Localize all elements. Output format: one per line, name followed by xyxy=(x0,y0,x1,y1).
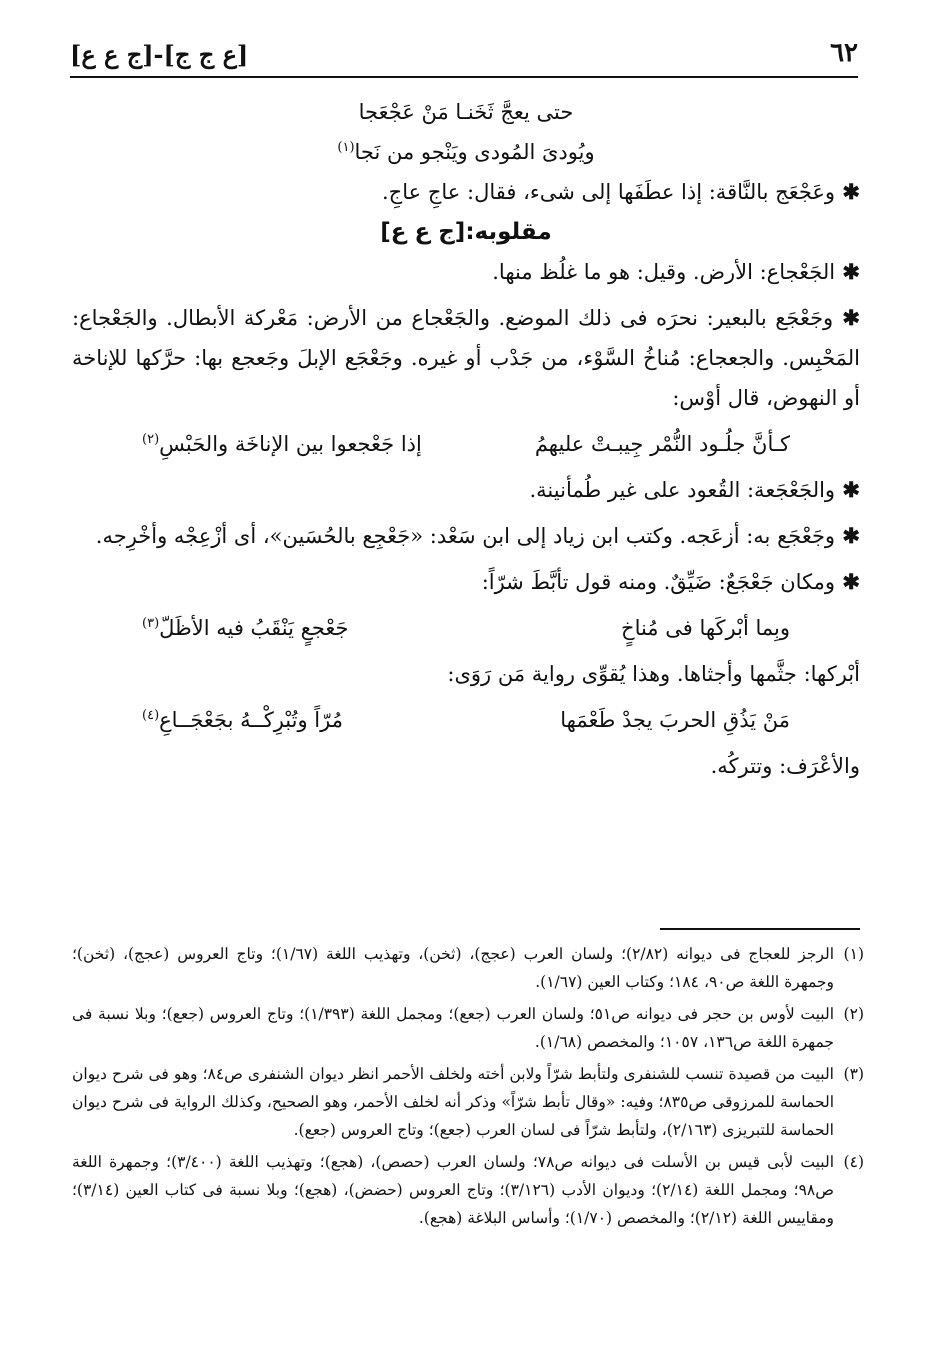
star-icon: ✱ xyxy=(835,523,860,548)
star-icon: ✱ xyxy=(833,305,860,330)
footnote-number: (٢) xyxy=(843,1005,864,1023)
hemistich-second xyxy=(142,700,343,740)
footnote-text: البيت لأبى قيس بن الأسلت فى ديوانه ص٧٨؛ ولسان العرب (حصص)، (هجع)؛ وتهذيب اللغة (٣/٤٠٠)؛ وجمهرة اللغة ص٩٨؛ ومجمل اللغة (٢/١٤)؛ وديوان الأدب (٣/١٢٦)؛ وتاج العروس (حضض)، (هجع)؛ وبلا نسبة فى كتاب العين (٣/١٤)؛ ومقاييس اللغة (٢/١٢)؛ والمخصص (١/٧٠)؛ وأساس البلاغة (هجع). xyxy=(72,1153,835,1227)
footnote-number: (٣) xyxy=(843,1065,864,1083)
hemistich-text: جَعْجعٍ يَنْقَبُ فيه الأظَلّ xyxy=(159,616,349,640)
paragraph xyxy=(72,298,860,418)
footnote-number: (١) xyxy=(843,945,864,963)
paragraph-text: وعَجْعَج بالنَّاقة: إذا عطَفَها إلى شىء، فقال: عاجِ عاجِ. xyxy=(382,180,836,204)
paragraph-text: وجَعْجَع بالبعير: نحرَه فى ذلك الموضع. والجَعْجاع من الأرض: مَعْركة الأبطال. والجَعْجاع: المَحْبِس. والجعجاع: مُناخُ السَّوْء، من جَدْب أو غيره. وجَعْجَع الإبلَ وجَعجع بها: حرَّكها للإناخة أو النهوض، قال أوْس: xyxy=(72,306,860,410)
verse-couplet xyxy=(72,608,860,648)
hemistich-first: مَنْ يَذُقِ الحربَ يجدْ طَعْمَها xyxy=(560,708,790,732)
paragraph: أبْركها: جثَّمها وأجثاها. وهذا يُقوِّى رواية مَن رَوَى: xyxy=(447,662,860,686)
paragraph-text: الجَعْجاع: الأرض. وقيل: هو ما غلُظ منها. xyxy=(492,260,836,284)
hemistich-second xyxy=(142,608,349,648)
star-icon: ✱ xyxy=(835,477,860,502)
star-icon: ✱ xyxy=(835,569,860,594)
page-header xyxy=(70,36,858,78)
hemistich-first: كـأنَّ جلُـود النُّمْر جِيبـتْ عليهمُ xyxy=(534,432,790,456)
verse-text: حتى يعجَّ ثَخَنـا مَنْ عَجْعَجا xyxy=(358,100,574,124)
page-number: ٦٢ xyxy=(830,38,858,68)
paragraph xyxy=(72,562,860,602)
verse-text: ويُودىَ المُودى ويَنْجو من نَجا xyxy=(354,140,595,164)
star-icon: ✱ xyxy=(835,259,860,284)
footnote-marker[interactable]: (٣) xyxy=(142,616,160,631)
hemistich-first: وبِما أبْركَها فى مُناخٍ xyxy=(621,616,790,640)
footnote-item xyxy=(72,1060,864,1144)
hemistich-text: إذا جَعْجعوا بين الإناخَة والحَبْسِ xyxy=(159,432,422,456)
paragraph xyxy=(72,172,860,212)
verse-couplet xyxy=(72,700,860,740)
paragraph-text: وجَعْجَع به: أزعَجه. وكتب ابن زياد إلى ابن سَعْد: «جَعْجِع بالحُسَين»، أى أزْعِجْه وأخْرِجه. xyxy=(95,524,836,548)
verse-line xyxy=(72,132,860,172)
footnote-divider xyxy=(660,928,860,930)
footnote-item xyxy=(72,940,864,996)
verse-line xyxy=(72,92,860,132)
footnote-text: البيت لأوس بن حجر فى ديوانه ص٥١؛ ولسان العرب (جعع)؛ ومجمل اللغة (١/٣٩٣)؛ وتاج العروس (جعع)؛ وبلا نسبة فى جمهرة اللغة ص١٣٦، ١٠٥٧؛ والمخصص (١/٦٨). xyxy=(72,1005,834,1051)
paragraph: والأعْرَف: وتتركُه. xyxy=(710,754,860,778)
paragraph-text: والجَعْجَعة: القُعود على غير طُمأنينة. xyxy=(529,478,836,502)
paragraph xyxy=(72,470,860,510)
footnote-marker[interactable]: (٤) xyxy=(142,708,160,723)
footnote-marker[interactable]: (٢) xyxy=(142,432,160,447)
footnote-text: الرجز للعجاج فى ديوانه (٢/٨٢)؛ ولسان العرب (عجج)، (ثخن)، وتهذيب اللغة (١/٦٧)؛ وتاج العروس (عجج)، (ثخن)؛ وجمهرة اللغة ص٩٠، ١٨٤؛ وكتاب العين (١/٦٧). xyxy=(72,945,835,991)
verse-couplet xyxy=(72,424,860,464)
section-heading: مقلوبه:[ج ع ع] xyxy=(380,219,552,245)
paragraph-text: ومكان جَعْجَعٌ: ضَيِّقٌ. ومنه قول تأبَّطَ شرّاً: xyxy=(481,570,836,594)
footnote-number: (٤) xyxy=(843,1153,864,1171)
hemistich-second xyxy=(142,424,422,464)
hemistich-text: مُرّاً وتُبْرِكْــهُ بجَعْجَــاعِ xyxy=(159,708,343,732)
paragraph xyxy=(72,252,860,292)
footnote-marker[interactable]: (١) xyxy=(337,140,355,155)
star-icon: ✱ xyxy=(835,179,860,204)
main-text xyxy=(72,92,860,786)
footnote-item xyxy=(72,1000,864,1056)
footnote-item xyxy=(72,1148,864,1232)
footnote-text: البيت من قصيدة تنسب للشنفرى ولتأبط شرّاً ولابن أخته ولخلف الأحمر انظر ديوان الشنفرى ص٨٤؛ وهو فى شرح ديوان الحماسة للمرزوقى ص٨٣٥؛ وفيه: «وقال تأبط شرّاً» وذكر أنه لخلف الأحمر، وهو الصحيح، وكذلك الرواية فى شرح ديوان الحماسة للتبريزى (٢/١٦٣)، ولتأبط شرّاً فى لسان العرب (جعع)؛ وتاج العروس (جعع). xyxy=(72,1065,835,1139)
footnotes xyxy=(72,940,864,1236)
paragraph xyxy=(72,516,860,556)
running-head: [ع ج ج]-[ج ع ع] xyxy=(70,40,249,69)
